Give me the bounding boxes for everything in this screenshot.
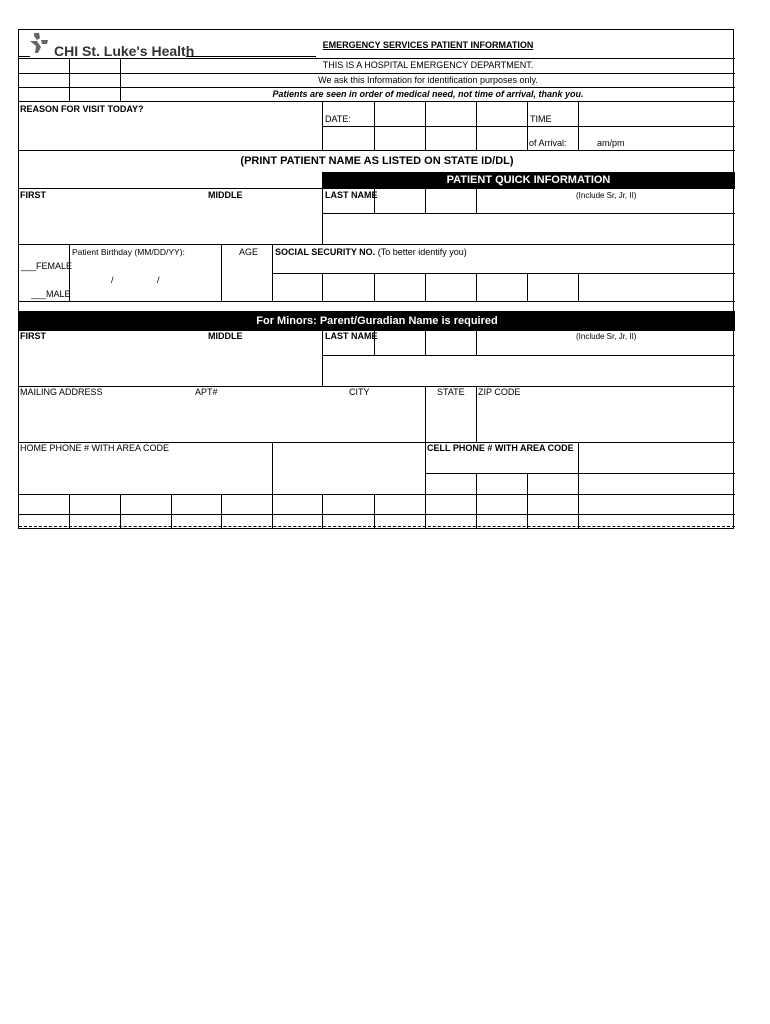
reason-for-visit-field[interactable] bbox=[19, 116, 322, 150]
birthday-slash-2: / bbox=[157, 275, 160, 285]
guardian-suffix-note: (Include Sr, Jr, II) bbox=[576, 332, 637, 341]
grid-line bbox=[120, 58, 121, 101]
date-label: DATE: bbox=[325, 114, 351, 124]
zip-code-field[interactable] bbox=[477, 399, 734, 442]
date-field[interactable] bbox=[323, 127, 527, 150]
grid-line bbox=[425, 188, 426, 213]
grid-line bbox=[476, 494, 477, 529]
grid-line bbox=[374, 494, 375, 529]
form-title: EMERGENCY SERVICES PATIENT INFORMATION bbox=[322, 40, 534, 50]
grid-line bbox=[19, 150, 735, 151]
birthday-label: Patient Birthday (MM/DD/YY): bbox=[72, 247, 185, 257]
grid-line bbox=[69, 494, 70, 529]
grid-line bbox=[19, 494, 735, 495]
print-name-note: (PRINT PATIENT NAME AS LISTED ON STATE ID/DL) bbox=[240, 155, 514, 167]
grid-line bbox=[374, 188, 375, 213]
grid-line bbox=[19, 73, 735, 74]
grid-line bbox=[476, 331, 477, 355]
home-phone-label: HOME PHONE # WITH AREA CODE bbox=[20, 443, 170, 453]
dashed-line bbox=[19, 526, 735, 527]
minor-guardian-header: For Minors: Parent/Guradian Name is required bbox=[19, 311, 735, 331]
grid-line bbox=[19, 87, 735, 88]
grid-line bbox=[322, 494, 323, 529]
grid-line bbox=[120, 494, 121, 529]
state-field[interactable] bbox=[426, 399, 476, 442]
patient-middle-label: MIDDLE bbox=[208, 190, 243, 200]
triage-notice: Patients are seen in order of medical need, not time of arrival, thank you. bbox=[272, 89, 584, 99]
guardian-first-label: FIRST bbox=[20, 331, 46, 341]
grid-line bbox=[272, 494, 273, 529]
ssn-field[interactable] bbox=[273, 274, 734, 301]
ssn-label bbox=[275, 247, 467, 258]
grid-line bbox=[425, 494, 426, 529]
cell-phone-label: CELL PHONE # WITH AREA CODE bbox=[427, 443, 574, 453]
grid-line bbox=[19, 244, 735, 245]
grid-line bbox=[19, 386, 735, 387]
time-label: TIME bbox=[530, 114, 552, 124]
grid-line bbox=[578, 494, 579, 529]
patient-quick-info-header: PATIENT QUICK INFORMATION bbox=[322, 172, 735, 188]
grid-line bbox=[272, 442, 273, 494]
grid-line bbox=[374, 331, 375, 355]
birthday-field[interactable] bbox=[70, 260, 221, 301]
age-label: AGE bbox=[239, 247, 259, 257]
guardian-last-name-field[interactable] bbox=[323, 356, 734, 386]
grid-line bbox=[19, 301, 735, 302]
ssn-note: (To better identify you) bbox=[377, 247, 467, 257]
identification-notice: We ask this Information for identification purposes only. bbox=[318, 75, 538, 85]
mailing-address-label: MAILING ADDRESS bbox=[20, 387, 103, 397]
male-option[interactable]: ___MALE bbox=[31, 289, 71, 299]
ampm-label: am/pm bbox=[597, 138, 625, 148]
city-label: CITY bbox=[349, 387, 370, 397]
grid-line bbox=[425, 331, 426, 355]
grid-line bbox=[19, 514, 735, 515]
guardian-last-name-label: LAST NAME bbox=[325, 331, 378, 341]
grid-line bbox=[19, 188, 735, 189]
zip-code-label: ZIP CODE bbox=[478, 387, 521, 397]
patient-last-name-field[interactable] bbox=[323, 214, 734, 244]
patient-first-label: FIRST bbox=[20, 190, 46, 200]
cell-phone-field[interactable] bbox=[426, 474, 734, 494]
apt-label: APT# bbox=[195, 387, 218, 397]
state-label: STATE bbox=[437, 387, 465, 397]
patient-first-middle-field[interactable] bbox=[19, 202, 322, 244]
ssn-label-text: SOCIAL SECURITY NO. bbox=[275, 247, 376, 257]
patient-suffix-note: (Include Sr, Jr, II) bbox=[576, 191, 637, 200]
grid-line bbox=[19, 58, 735, 59]
guardian-first-middle-field[interactable] bbox=[19, 343, 322, 386]
patient-information-form bbox=[18, 29, 734, 529]
reason-for-visit-label: REASON FOR VISIT TODAY? bbox=[20, 104, 144, 114]
logo-text: CHI St. Luke's Health bbox=[54, 43, 195, 59]
dotted-marker bbox=[221, 514, 222, 528]
age-field[interactable] bbox=[222, 260, 272, 301]
mailing-address-field[interactable] bbox=[19, 399, 322, 442]
grid-line bbox=[476, 188, 477, 213]
female-option[interactable]: ___FEMALE bbox=[21, 261, 73, 271]
grid-line bbox=[19, 101, 735, 102]
patient-last-name-label: LAST NAME bbox=[325, 190, 378, 200]
grid-line bbox=[171, 494, 172, 529]
birthday-slash-1: / bbox=[111, 275, 114, 285]
guardian-middle-label: MIDDLE bbox=[208, 331, 243, 341]
home-phone-field[interactable] bbox=[19, 455, 272, 494]
arrival-label: of Arrival: bbox=[529, 138, 567, 148]
grid-line bbox=[527, 494, 528, 529]
city-field[interactable] bbox=[323, 399, 425, 442]
hospital-notice: THIS IS A HOSPITAL EMERGENCY DEPARTMENT. bbox=[322, 60, 534, 70]
grid-line bbox=[69, 58, 70, 101]
time-of-arrival-field[interactable] bbox=[528, 127, 734, 150]
